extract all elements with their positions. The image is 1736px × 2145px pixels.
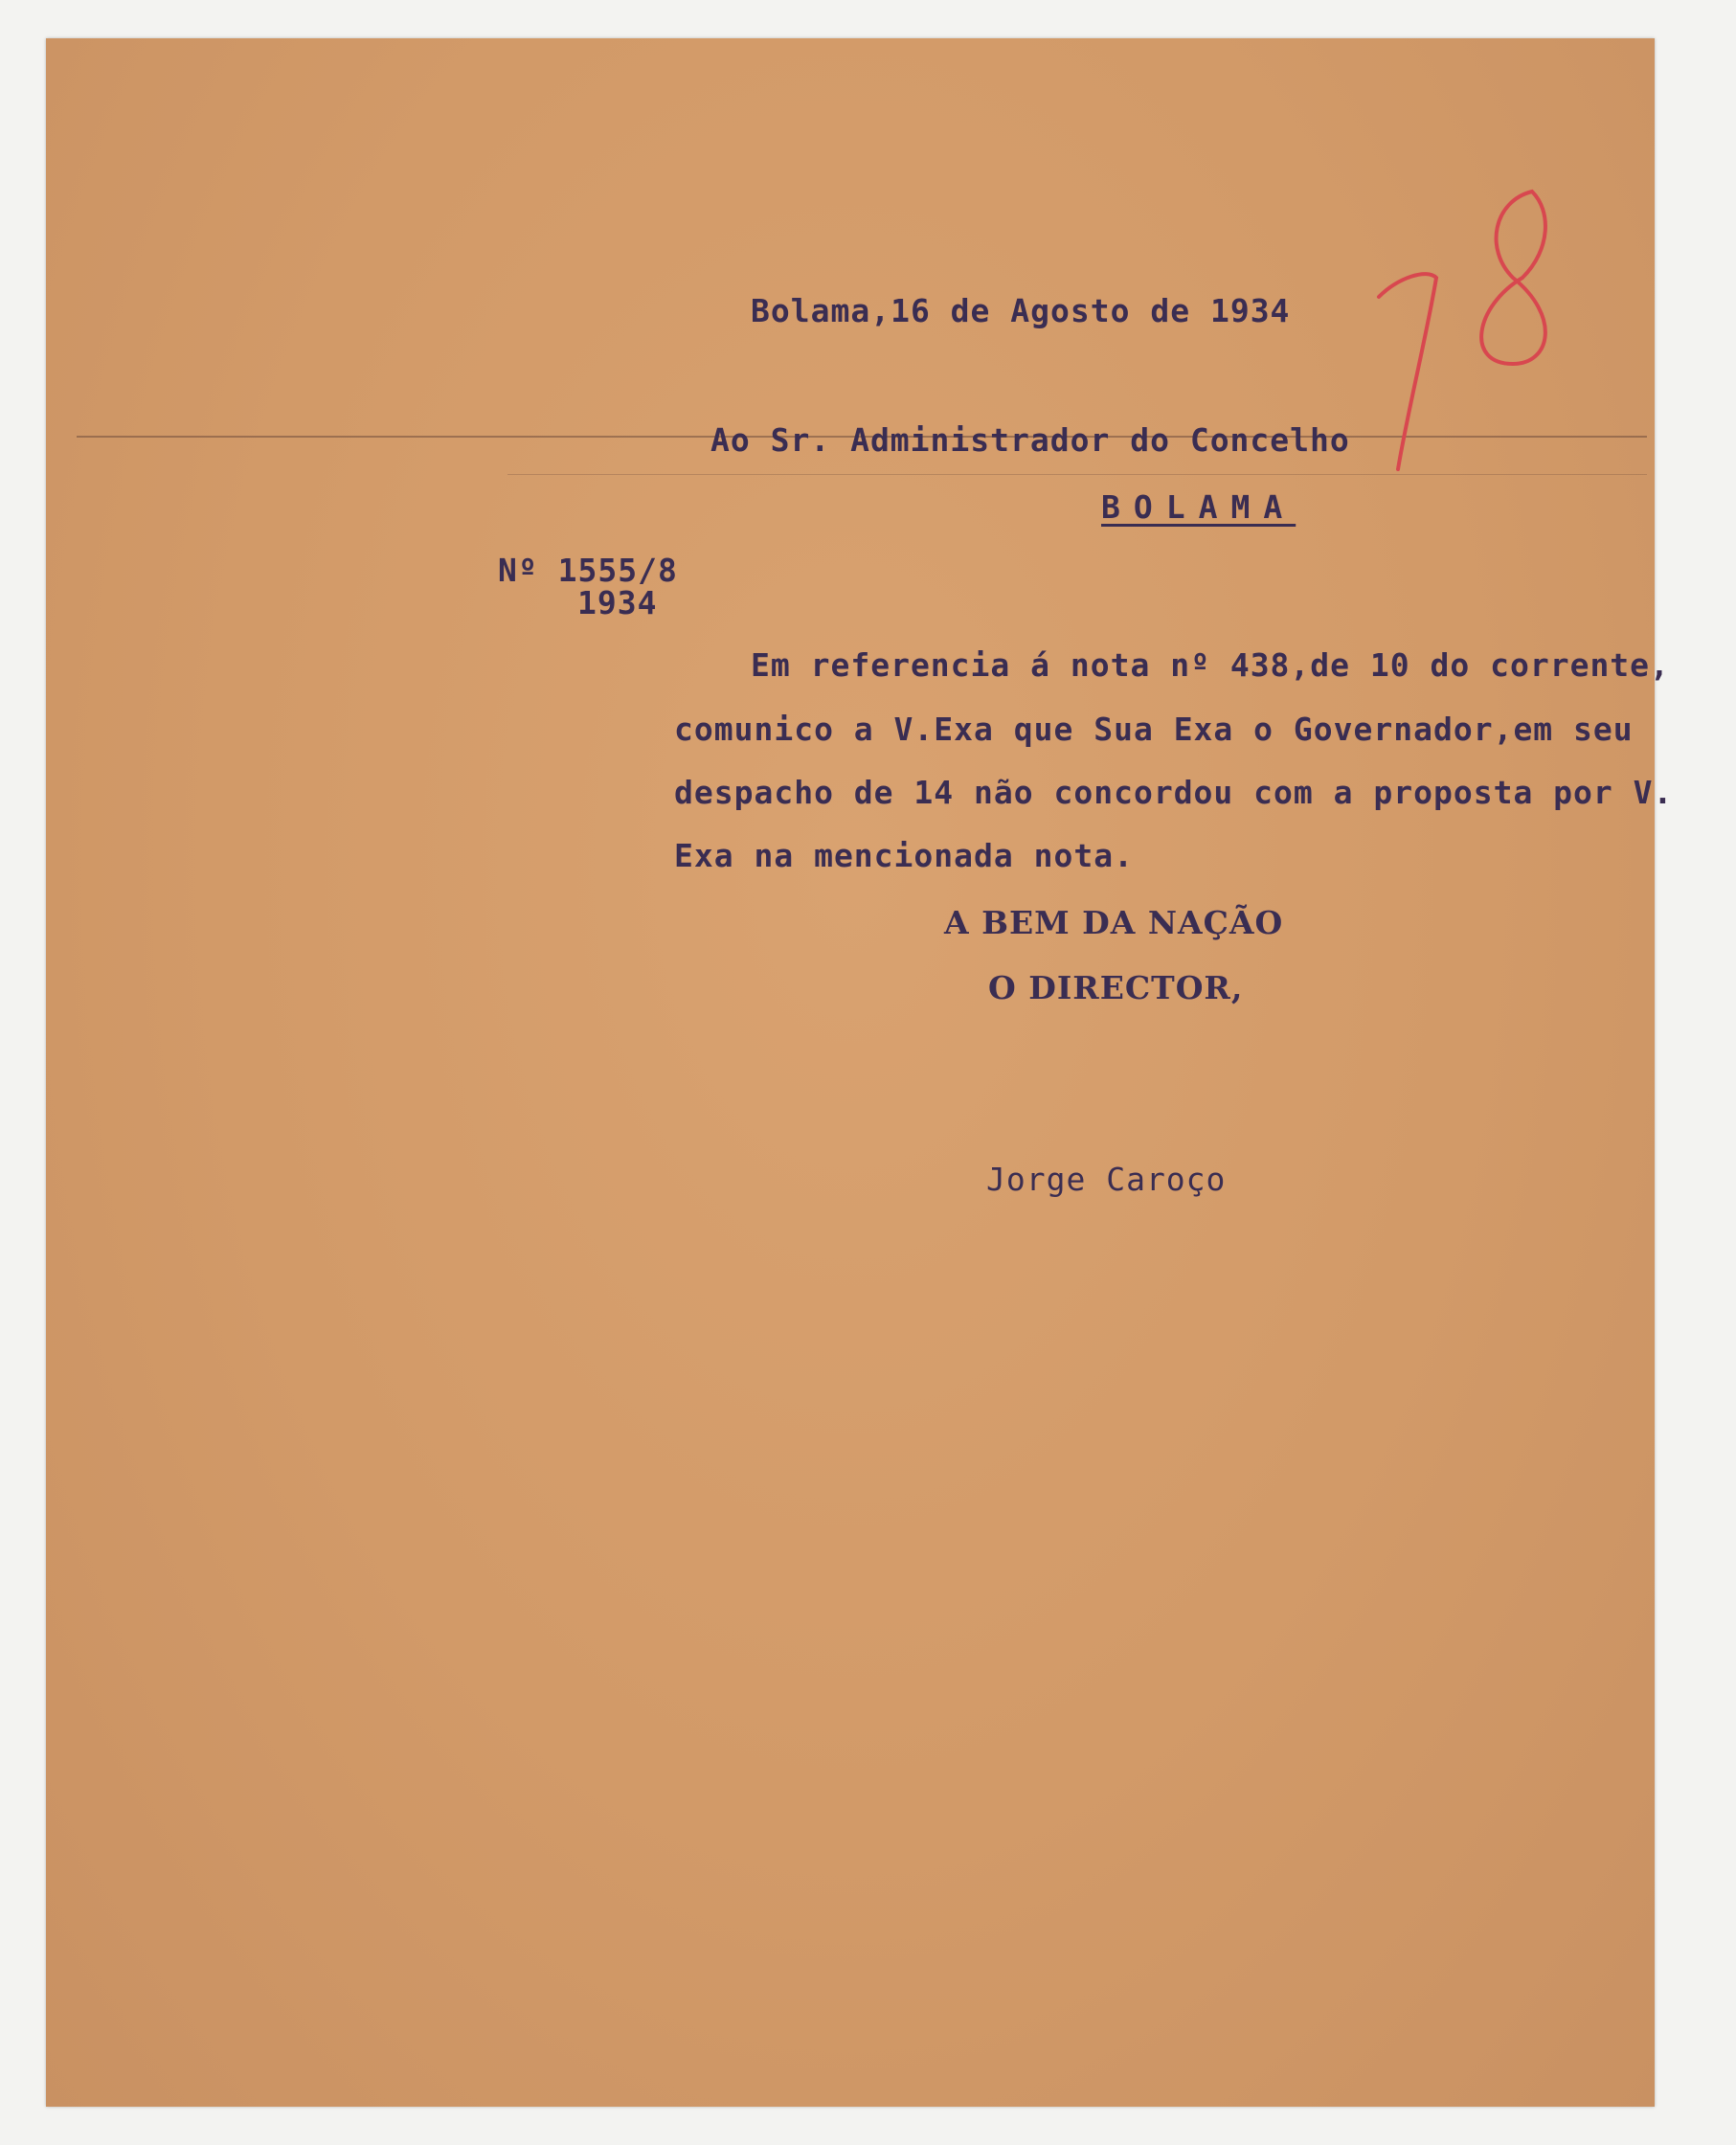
closing-title: O DIRECTOR,: [988, 969, 1244, 1006]
city-line: BOLAMA: [1101, 488, 1296, 526]
date-line: Bolama,16 de Agosto de 1934: [751, 292, 1291, 329]
body-line: despacho de 14 não concordou com a proposta por V.: [674, 774, 1674, 811]
signature-name: Jorge Caroço: [986, 1161, 1227, 1198]
body-line: Em referencia á nota nº 438,de 10 do corrente,: [751, 646, 1670, 684]
reference-year: 1934: [577, 584, 658, 621]
reference-number: Nº 1555/8: [498, 552, 678, 589]
handwritten-archive-mark: [1341, 172, 1589, 479]
body-line: Exa na mencionada nota.: [674, 837, 1134, 874]
body-line: comunico a V.Exa que Sua Exa o Governador,em seu: [674, 711, 1634, 748]
closing-salutation: A BEM DA NAÇÃO: [944, 904, 1284, 941]
addressee-line: Ao Sr. Administrador do Concelho: [710, 421, 1350, 459]
